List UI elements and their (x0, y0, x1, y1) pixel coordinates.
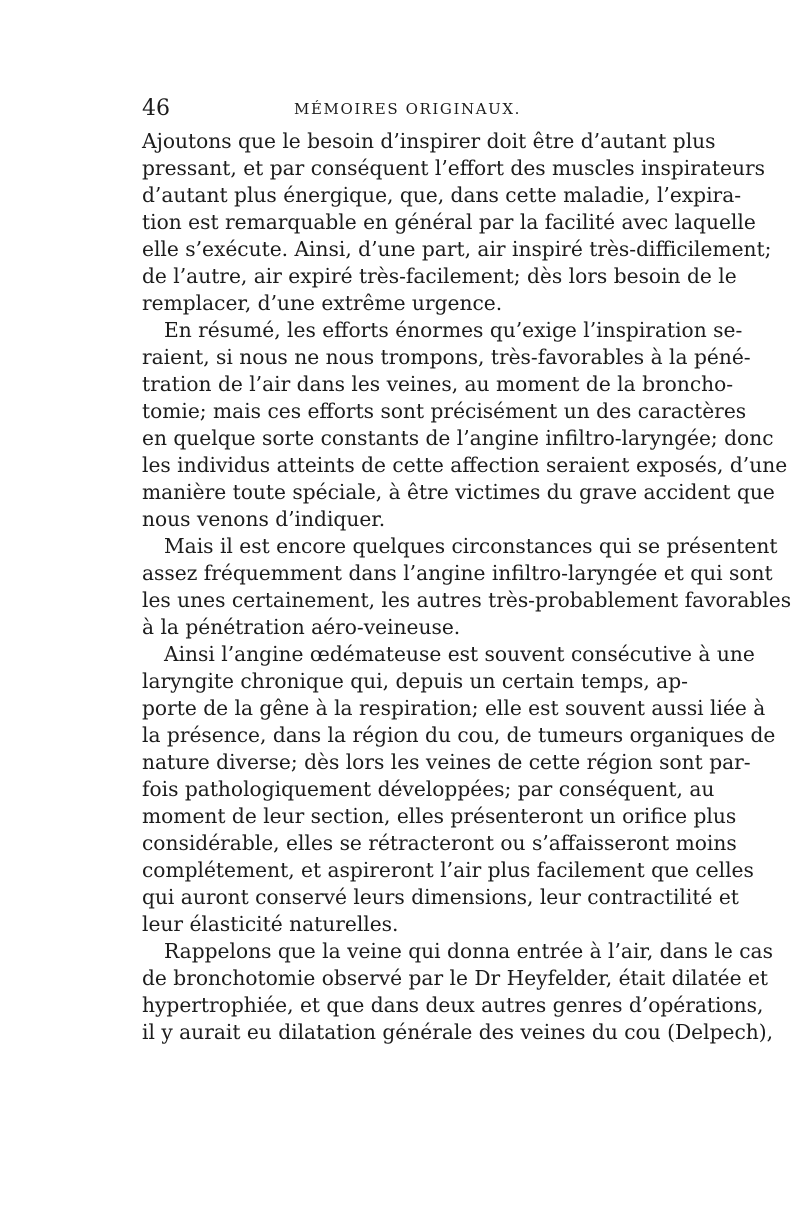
text-line: tration de l’air dans les veines, au moment de la broncho- (142, 372, 734, 396)
text-line: laryngite chronique qui, depuis un certain temps, ap- (142, 669, 688, 693)
text-line: en quelque sorte constants de l’angine infiltro-laryngée; donc (142, 426, 774, 450)
running-head (142, 96, 662, 128)
text-line: à la pénétration aéro-veineuse. (142, 615, 461, 639)
text-line: manière toute spéciale, à être victimes du grave accident que (142, 480, 775, 504)
text-line: porte de la gêne à la respiration; elle est souvent aussi liée à (142, 696, 766, 720)
text-line: elle s’exécute. Ainsi, d’une part, air inspiré très-difficilement; (142, 237, 772, 261)
text-line: moment de leur section, elles présenteront un orifice plus (142, 804, 737, 828)
text-line: remplacer, d’une extrême urgence. (142, 291, 503, 315)
text-line: Ajoutons que le besoin d’inspirer doit être d’autant plus (142, 129, 716, 153)
text-line: hypertrophiée, et que dans deux autres genres d’opérations, (142, 993, 764, 1017)
page-number: 46 (142, 96, 170, 121)
text-line: il y aurait eu dilatation générale des veines du cou (Delpech), (142, 1020, 774, 1044)
text-line: les individus atteints de cette affection seraient exposés, d’une (142, 453, 788, 477)
text-line: de bronchotomie observé par le Dr Heyfelder, était dilatée et (142, 966, 769, 990)
text-line: d’autant plus énergique, que, dans cette maladie, l’expira- (142, 183, 742, 207)
paragraph (142, 533, 792, 641)
book-page (142, 96, 792, 1046)
text-line: la présence, dans la région du cou, de tumeurs organiques de (142, 723, 776, 747)
text-line: tion est remarquable en général par la facilité avec laquelle (142, 210, 756, 234)
body-text (142, 128, 792, 1046)
text-line: de l’autre, air expiré très-facilement; dès lors besoin de le (142, 264, 737, 288)
text-line: nous venons d’indiquer. (142, 507, 386, 531)
text-line: pressant, et par conséquent l’effort des muscles inspirateurs (142, 156, 765, 180)
text-line: leur élasticité naturelles. (142, 912, 399, 936)
paragraph (142, 317, 788, 533)
text-line: qui auront conservé leurs dimensions, leur contractilité et (142, 885, 739, 909)
paragraph (142, 938, 774, 1046)
text-line: raient, si nous ne nous trompons, très-favorables à la péné- (142, 345, 751, 369)
text-line: nature diverse; dès lors les veines de cette région sont par- (142, 750, 751, 774)
paragraph (142, 641, 776, 938)
text-line: En résumé, les efforts énormes qu’exige l’inspiration se- (164, 318, 743, 342)
text-line: complétement, et aspireront l’air plus facilement que celles (142, 858, 754, 882)
text-line: tomie; mais ces efforts sont précisément un des caractères (142, 399, 747, 423)
text-line: Rappelons que la veine qui donna entrée à l’air, dans le cas (164, 939, 773, 963)
text-line: considérable, elles se rétracteront ou s’affaisseront moins (142, 831, 737, 855)
text-line: les unes certainement, les autres très-probablement favorables (142, 588, 792, 612)
text-line: Mais il est encore quelques circonstances qui se présentent (164, 534, 778, 558)
text-line: assez fréquemment dans l’angine infiltro-laryngée et qui sont (142, 561, 773, 585)
paragraph (142, 128, 772, 317)
text-line: fois pathologiquement développées; par conséquent, au (142, 777, 715, 801)
text-line: Ainsi l’angine œdémateuse est souvent consécutive à une (164, 642, 755, 666)
running-title: MÉMOIRES ORIGINAUX. (294, 100, 522, 118)
